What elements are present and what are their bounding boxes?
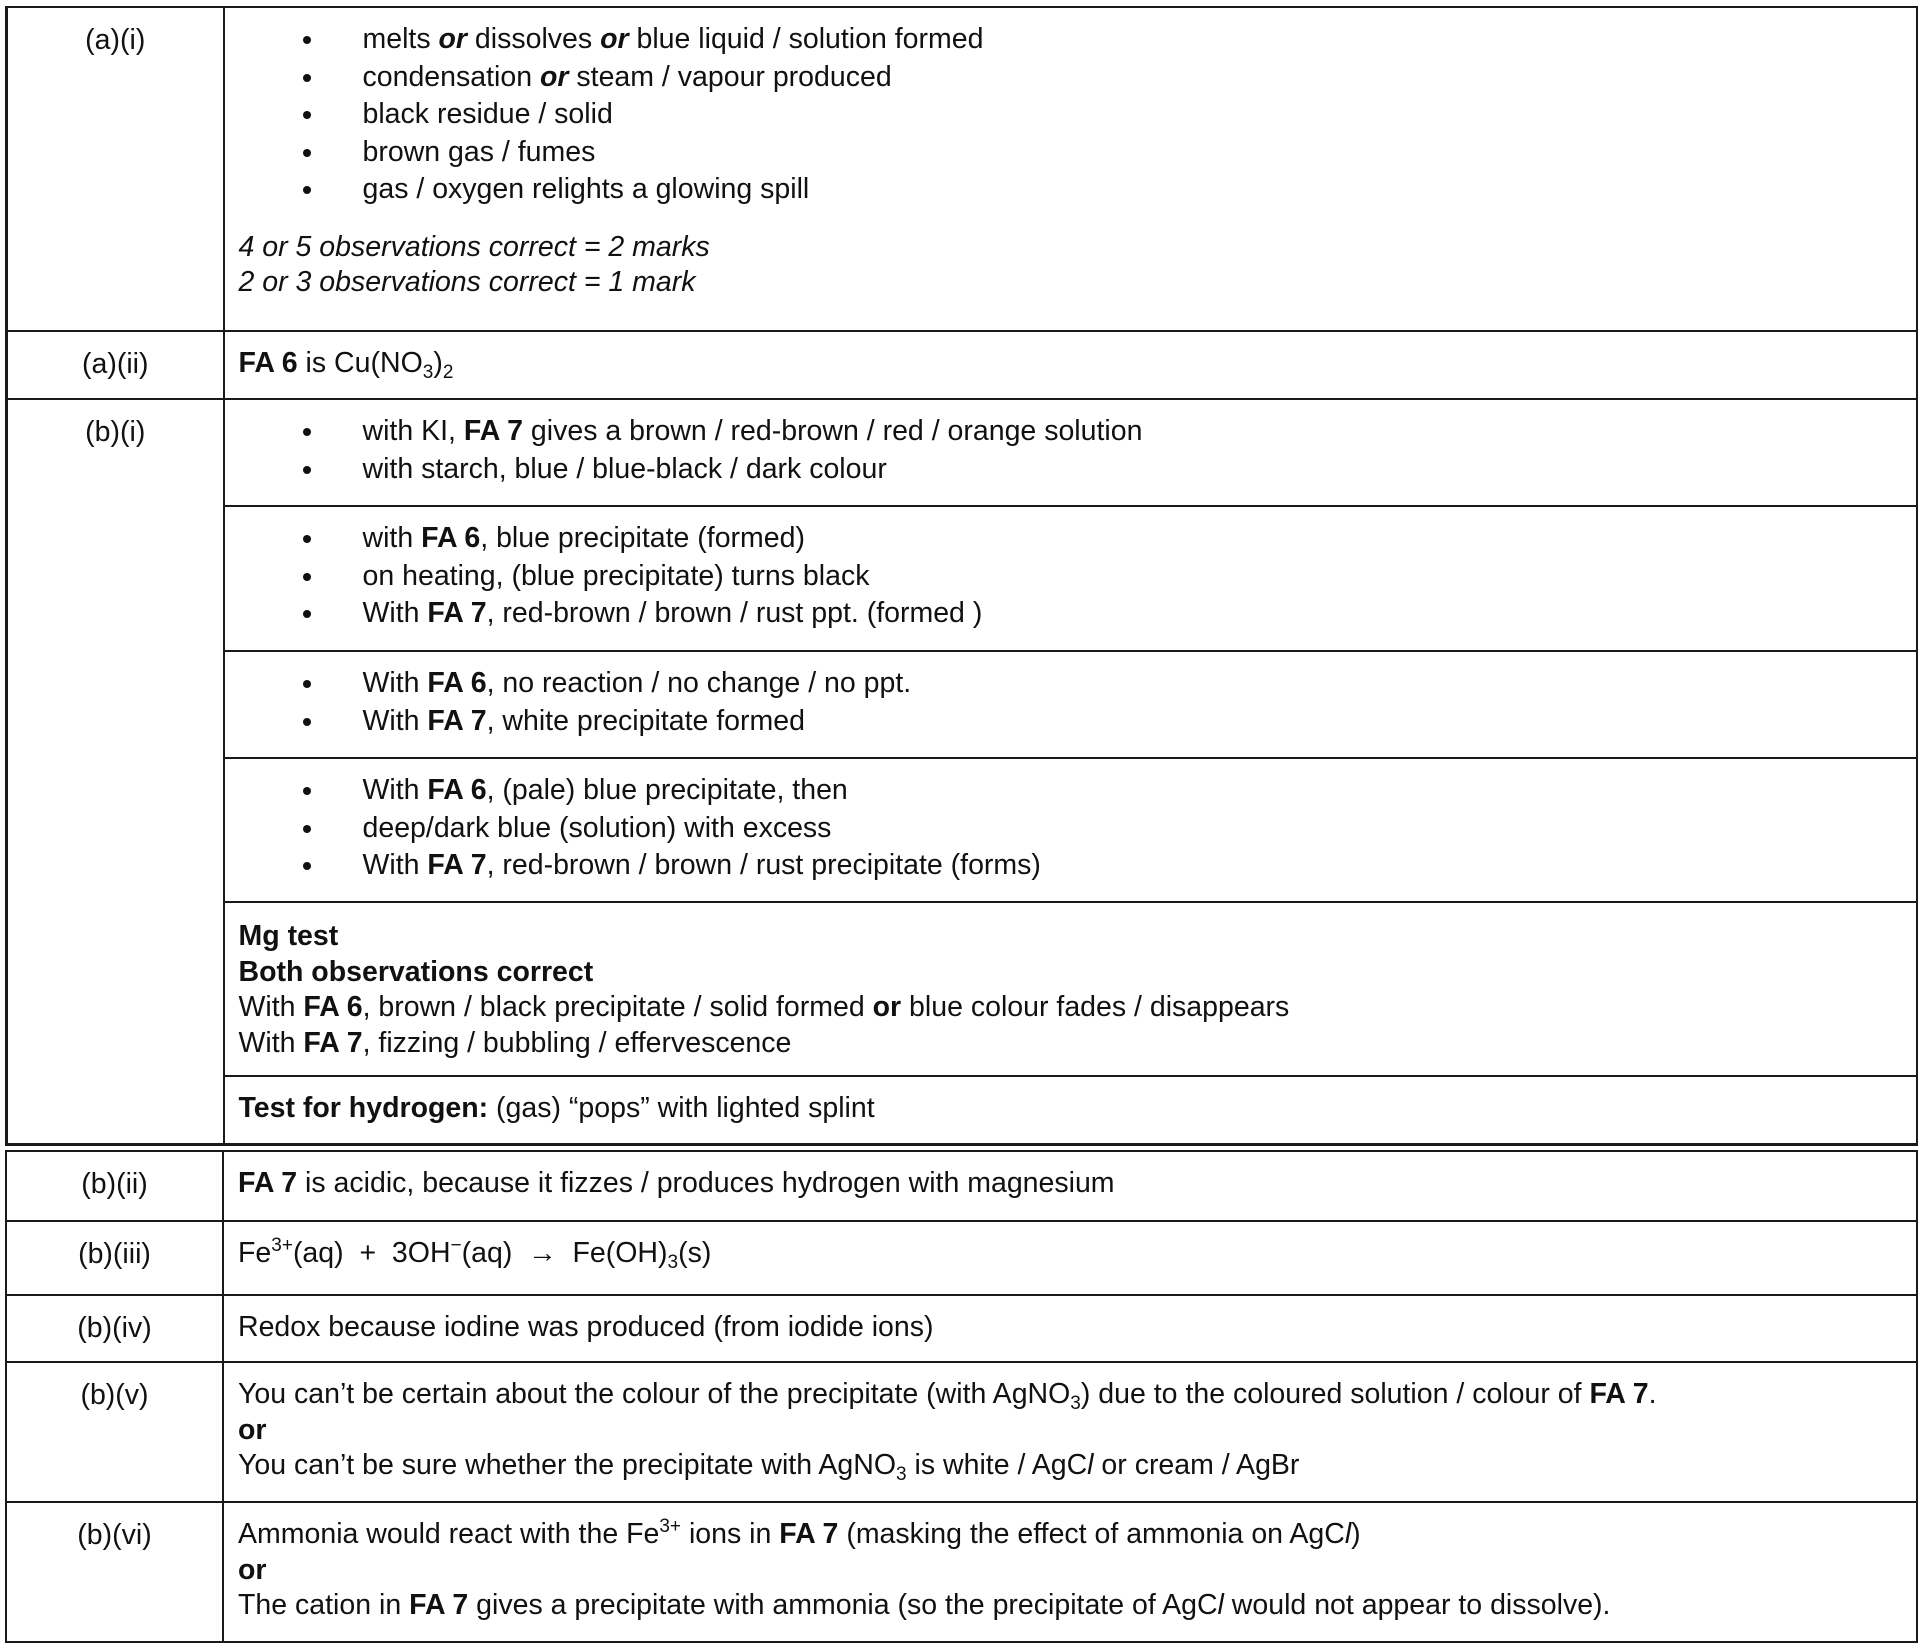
- bullet-item: melts or dissolves or blue liquid / solution formed: [239, 24, 1917, 62]
- question-label: (b)(v): [6, 1362, 223, 1502]
- note-line: 2 or 3 observations correct = 1 mark: [238, 265, 696, 298]
- bullet-item: condensation or steam / vapour produced: [239, 62, 1917, 100]
- bullet-icon: [303, 718, 311, 726]
- row-b-v: [6, 1362, 1917, 1502]
- row-b-iii: [6, 1221, 1917, 1295]
- bullet-icon: [303, 74, 311, 82]
- question-label: (b)(iii): [6, 1221, 223, 1295]
- question-label: (b)(i): [7, 399, 224, 1145]
- answer-cell: [223, 1151, 1917, 1221]
- bullet-item: With FA 7, red-brown / brown / rust precipitate (forms): [239, 850, 1917, 888]
- row-b-i-part: [7, 902, 1918, 1076]
- bullet-icon: [303, 787, 311, 795]
- row-a-ii: [7, 331, 1918, 399]
- question-label: (b)(vi): [6, 1502, 223, 1642]
- answer-text: Ammonia would react with the $Fe^{3+}$ ions in FA 7 (masking the effect of ammonia on AgCl): [238, 1516, 1361, 1550]
- marking-note: [239, 232, 1917, 302]
- section-heading: Mg test: [238, 920, 339, 952]
- row-b-i-part: [7, 506, 1918, 651]
- question-label: (b)(ii): [6, 1151, 223, 1221]
- row-b-i-part: [7, 758, 1918, 902]
- bullet-item: on heating, (blue precipitate) turns black: [239, 561, 1917, 599]
- row-b-vi: [6, 1502, 1917, 1642]
- answer-cell: [224, 758, 1918, 902]
- page-break-line: [5, 1143, 1918, 1146]
- bullet-item: deep/dark blue (solution) with excess: [239, 813, 1917, 851]
- answer-text: With FA 7, fizzing / bubbling / effervescence: [238, 1026, 792, 1059]
- answer-cell: [224, 902, 1918, 1076]
- bullet-icon: [303, 825, 311, 833]
- row-b-i-part: [7, 1076, 1918, 1145]
- bullet-icon: [303, 535, 311, 543]
- answer-cell: [224, 1076, 1918, 1145]
- bullet-item: With FA 6, no reaction / no change / no ppt.: [239, 668, 1917, 706]
- bullet-item: with starch, blue / blue-black / dark colour: [239, 454, 1917, 492]
- answer-text: You can’t be certain about the colour of the precipitate (with AgNO$_3$) due to the coloured solution / colour of FA 7.: [238, 1378, 1657, 1414]
- bullet-icon: [303, 573, 311, 581]
- bullet-icon: [303, 466, 311, 474]
- bullet-item: black residue / solid: [239, 99, 1917, 137]
- mark-scheme-table-lower: [5, 1150, 1918, 1643]
- answer-text: With FA 6, brown / black precipitate / solid formed or blue colour fades / disappears: [238, 991, 1290, 1023]
- answer-cell: [223, 1295, 1917, 1362]
- answer-cell: [223, 1362, 1917, 1502]
- answer-text: You can’t be sure whether the precipitate with AgNO$_3$ is white / AgCl or cream / AgBr: [238, 1449, 1300, 1485]
- answer-cell: [223, 1502, 1917, 1642]
- bullet-icon: [303, 111, 311, 119]
- row-b-ii: [6, 1151, 1917, 1221]
- bullet-item: With FA 6, (pale) blue precipitate, then: [239, 775, 1917, 813]
- answer-cell: [224, 7, 1918, 331]
- bullet-item: brown gas / fumes: [239, 137, 1917, 175]
- bullet-item: with FA 6, blue precipitate (formed): [239, 523, 1917, 561]
- row-b-i-part: [7, 651, 1918, 758]
- answer-cell: [224, 399, 1918, 506]
- equation: $Fe^{3+}(aq) + 3OH^-(aq) \to Fe(OH)_3(s)$: [238, 1235, 712, 1273]
- bullet-item: With FA 7, white precipitate formed: [239, 706, 1917, 744]
- question-label: (a)(i): [7, 7, 224, 331]
- note-line: 4 or 5 observations correct = 2 marks: [238, 230, 710, 263]
- answer-cell: [224, 651, 1918, 758]
- question-label: (b)(iv): [6, 1295, 223, 1362]
- bullet-icon: [303, 36, 311, 44]
- answer-text: The cation in FA 7 gives a precipitate with ammonia (so the precipitate of AgCl would not appear to dissolve).: [238, 1589, 1611, 1621]
- bullet-icon: [303, 862, 311, 870]
- bullet-icon: [303, 428, 311, 436]
- mark-scheme-table-upper: [5, 6, 1918, 1146]
- answer-cell: [224, 506, 1918, 651]
- answer-text: FA 6 is $Cu(NO_3)_2$: [238, 347, 454, 383]
- bullet-item: With FA 7, red-brown / brown / rust ppt. (formed ): [239, 598, 1917, 636]
- row-b-i: [7, 399, 1918, 506]
- section-heading: Both observations correct: [238, 955, 594, 988]
- row-a-i: [7, 7, 1918, 331]
- answer-text: FA 7 is acidic, because it fizzes / produces hydrogen with magnesium: [238, 1167, 1115, 1199]
- answer-cell: [224, 331, 1918, 399]
- question-label: (a)(ii): [7, 331, 224, 399]
- bullet-icon: [303, 149, 311, 157]
- answer-text: Test for hydrogen: (gas) “pops” with lighted splint: [238, 1092, 875, 1124]
- bullet-item: gas / oxygen relights a glowing spill: [239, 174, 1917, 212]
- bullet-icon: [303, 610, 311, 618]
- or-separator: or: [238, 1553, 267, 1586]
- bullet-icon: [303, 186, 311, 194]
- answer-cell: [223, 1221, 1917, 1295]
- or-separator: or: [238, 1413, 267, 1446]
- answer-text: Redox because iodine was produced (from iodide ions): [238, 1311, 934, 1343]
- bullet-item: with KI, FA 7 gives a brown / red-brown / red / orange solution: [239, 416, 1917, 454]
- bullet-icon: [303, 680, 311, 688]
- row-b-iv: [6, 1295, 1917, 1362]
